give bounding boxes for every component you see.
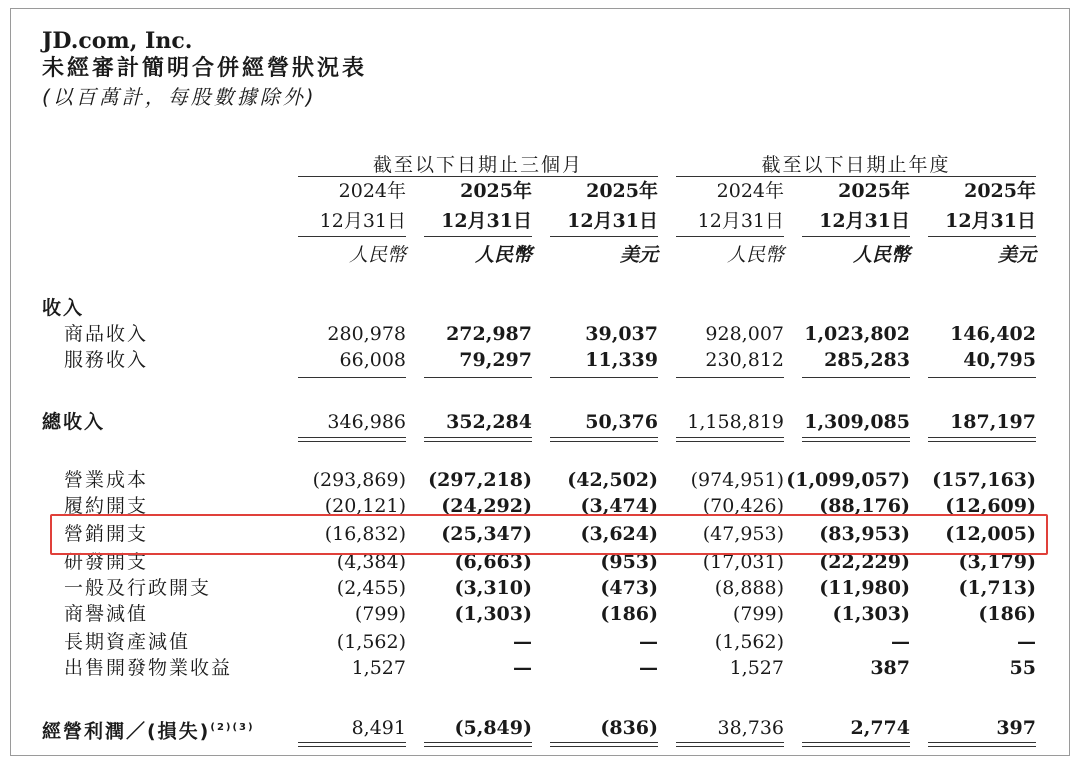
column-header-rule [928,236,1036,237]
table-cell: 1,023,802 [804,323,910,345]
row-label [64,630,190,654]
row-label-text: 出售開發物業收益 [64,657,233,679]
row-label [64,656,232,680]
table-cell: (3,624) [580,523,658,545]
total-double-rule [802,437,910,442]
table-cell: (70,426) [702,495,784,517]
column-header [550,176,658,270]
column-date: 12月31日 [819,210,910,232]
row-label-text: 經營利潤／(損失) [42,720,211,743]
table-cell: (186) [600,603,658,625]
row-label-text: 研發開支 [64,551,149,573]
table-cell: (17,031) [702,551,784,573]
table-cell: (5,849) [454,717,532,739]
row-label [64,602,148,626]
row-label-text: 一般及行政開支 [64,577,212,599]
total-double-rule [550,437,658,442]
column-date: 12月31日 [567,210,658,232]
row-label-text: 總收入 [42,411,106,433]
total-double-rule [550,742,658,747]
column-currency: 美元 [997,244,1036,266]
column-header [676,176,784,270]
table-cell: 346,986 [327,411,406,433]
row-label [42,410,105,434]
column-group-header: 截至以下日期止年度 [761,154,951,176]
table-cell: — [1017,631,1036,653]
row-label-text: 服務收入 [64,349,149,371]
column-header-rule [550,236,658,237]
table-cell: 55 [1009,657,1036,679]
statement-subtitle: (以百萬計，每股數據除外) [42,85,317,109]
row-label-text: 商品收入 [64,323,149,345]
table-cell: (1,099,057) [786,469,910,491]
table-cell: (3,179) [958,551,1036,573]
table-cell: 285,283 [824,349,910,371]
table-cell: 50,376 [585,411,658,433]
row-label-text: 履約開支 [64,495,149,517]
table-cell: (1,562) [714,631,784,653]
table-cell: (24,292) [441,495,532,517]
table-cell: (22,229) [819,551,910,573]
total-double-rule [928,437,1036,442]
column-date: 12月31日 [945,210,1036,232]
company-name: JD.com, Inc. [42,28,193,54]
column-date: 12月31日 [441,210,532,232]
table-cell: 272,987 [446,323,532,345]
table-cell: 280,978 [327,323,406,345]
table-cell: 352,284 [446,411,532,433]
column-currency: 人民幣 [852,244,910,266]
table-cell: (8,888) [714,577,784,599]
row-label-text: 營業成本 [64,469,149,491]
table-cell: (1,303) [454,603,532,625]
statement-title: 未經審計簡明合併經營狀況表 [42,56,368,81]
table-cell: (974,951) [690,469,784,491]
total-double-rule [802,742,910,747]
table-cell: (42,502) [567,469,658,491]
table-cell: 1,158,819 [687,411,784,433]
column-currency: 人民幣 [348,244,406,266]
column-year: 2025年 [586,180,658,202]
row-label [42,716,255,743]
table-cell: 1,527 [729,657,784,679]
table-cell: 928,007 [705,323,784,345]
table-cell: (799) [732,603,784,625]
row-label [64,468,148,492]
table-cell: 230,812 [705,349,784,371]
total-double-rule [928,742,1036,747]
subtotal-rule [928,377,1036,378]
column-year: 2025年 [964,180,1036,202]
row-label-text: 商譽減值 [64,603,149,625]
table-cell: (12,005) [945,523,1036,545]
table-cell: (20,121) [324,495,406,517]
column-date: 12月31日 [319,210,406,232]
column-header [298,176,406,270]
column-header-rule [676,236,784,237]
table-cell: 39,037 [585,323,658,345]
table-cell: 397 [996,717,1036,739]
table-cell: (1,713) [958,577,1036,599]
table-cell: (836) [600,717,658,739]
table-cell: (473) [600,577,658,599]
table-cell: 2,774 [850,717,910,739]
column-header [424,176,532,270]
total-double-rule [424,437,532,442]
table-cell: (293,869) [312,469,406,491]
subtotal-rule [550,377,658,378]
table-cell: (16,832) [324,523,406,545]
table-cell: 38,736 [717,717,784,739]
column-header [802,176,910,270]
column-year: 2025年 [838,180,910,202]
column-header [928,176,1036,270]
table-cell: — [513,631,532,653]
row-label [64,322,148,346]
table-cell: 66,008 [339,349,406,371]
table-cell: (1,303) [832,603,910,625]
column-header-rule [298,236,406,237]
column-date: 12月31日 [697,210,784,232]
table-cell: (6,663) [454,551,532,573]
table-cell: 187,197 [950,411,1036,433]
table-cell: 11,339 [585,349,658,371]
highlight-box [50,514,1048,555]
table-cell: — [513,657,532,679]
subtotal-rule [802,377,910,378]
table-cell: (953) [600,551,658,573]
table-cell: 387 [870,657,910,679]
table-cell: (3,474) [580,495,658,517]
column-year: 2024年 [338,180,406,202]
table-cell: (11,980) [819,577,910,599]
table-cell: (47,953) [702,523,784,545]
table-cell: 40,795 [963,349,1036,371]
column-year: 2025年 [460,180,532,202]
column-group-header: 截至以下日期止三個月 [372,154,583,176]
row-label-text: 營銷開支 [64,523,149,545]
row-label-text: 長期資產減值 [64,631,191,653]
column-currency: 人民幣 [474,244,532,266]
table-cell: (297,218) [428,469,532,491]
row-label-text: 收入 [42,297,85,319]
table-cell: (88,176) [819,495,910,517]
table-cell: 79,297 [459,349,532,371]
table-cell: (25,347) [441,523,532,545]
table-cell: (799) [354,603,406,625]
subtotal-rule [676,377,784,378]
subtotal-rule [424,377,532,378]
column-currency: 美元 [619,244,658,266]
table-cell: 1,309,085 [804,411,910,433]
table-cell: (3,310) [454,577,532,599]
table-cell: 1,527 [351,657,406,679]
column-header-rule [802,236,910,237]
table-cell: — [639,631,658,653]
table-cell: — [639,657,658,679]
table-cell: — [891,631,910,653]
column-currency: 人民幣 [726,244,784,266]
table-cell: (1,562) [336,631,406,653]
total-double-rule [298,742,406,747]
total-double-rule [424,742,532,747]
table-cell: 8,491 [351,717,406,739]
subtotal-rule [298,377,406,378]
row-label [64,576,211,600]
row-label [42,296,84,320]
row-label [64,348,148,372]
table-cell: 146,402 [950,323,1036,345]
row-label-footnote: (2)(3) [210,722,255,733]
table-cell: (2,455) [336,577,406,599]
column-header-rule [424,236,532,237]
total-double-rule [298,437,406,442]
table-cell: (4,384) [336,551,406,573]
table-cell: (83,953) [819,523,910,545]
table-cell: (12,609) [945,495,1036,517]
table-cell: (157,163) [932,469,1036,491]
column-year: 2024年 [716,180,784,202]
table-cell: (186) [978,603,1036,625]
total-double-rule [676,437,784,442]
total-double-rule [676,742,784,747]
